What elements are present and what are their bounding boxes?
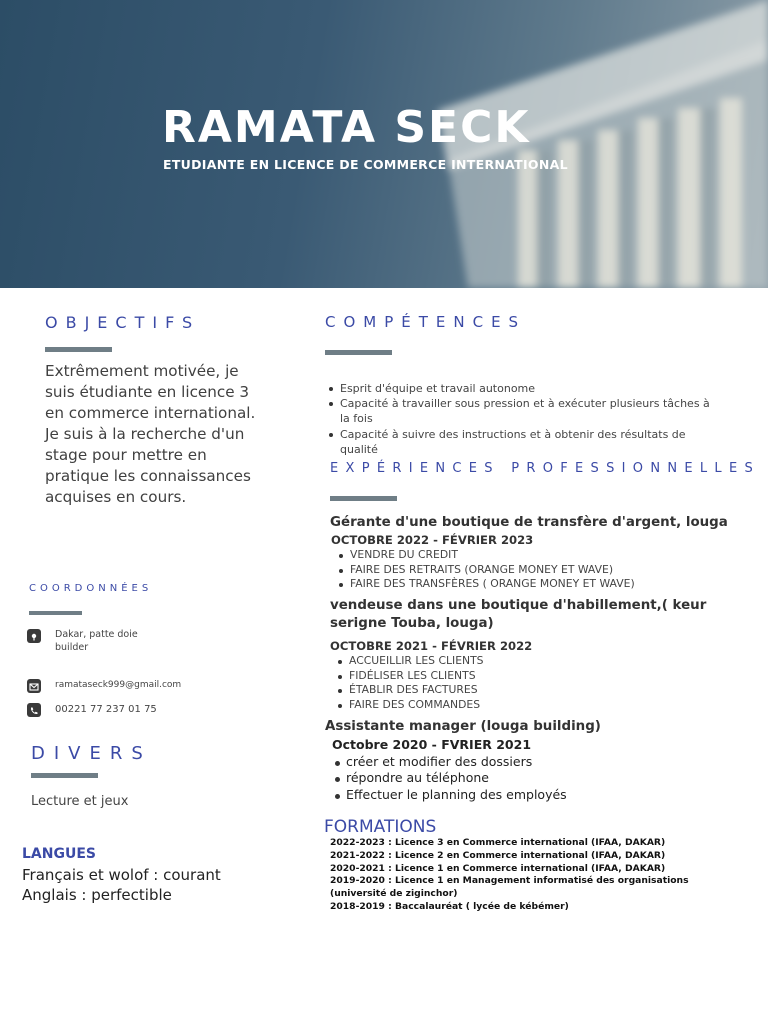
list-item: ÉTABLIR DES FACTURES: [338, 683, 484, 698]
coordonnees-heading: COORDONNÉES: [29, 583, 153, 594]
list-item: 2020-2021 : Licence 1 en Commerce international (IFAA, DAKAR): [330, 862, 666, 874]
objectifs-heading: OBJECTIFS: [45, 313, 201, 332]
langue-line: Français et wolof : courant: [22, 866, 221, 884]
job-title: Gérante d'une boutique de transfère d'argent, louga: [330, 515, 728, 530]
experiences-divider: [330, 496, 397, 501]
email-link[interactable]: ramataseck999@gmail.com: [55, 680, 182, 690]
formations-heading: FORMATIONS: [324, 817, 437, 837]
job-date: Octobre 2020 - FVRIER 2021: [332, 737, 532, 752]
phone-text: 00221 77 237 01 75: [55, 704, 157, 715]
divers-heading: DIVERS: [31, 743, 152, 764]
formations-list: [330, 837, 745, 914]
list-item: FAIRE DES RETRAITS (ORANGE MONEY ET WAVE): [339, 563, 635, 578]
list-item: ACCUEILLIR LES CLIENTS: [338, 654, 484, 669]
list-item: 2018-2019 : Baccalauréat ( lycée de kébémer): [330, 900, 569, 912]
list-item: VENDRE DU CREDIT: [339, 548, 635, 563]
location-pin-icon: [27, 629, 41, 643]
job-title: Assistante manager (louga building): [325, 719, 601, 734]
coordonnees-divider: [29, 611, 82, 615]
competences-list: [329, 381, 719, 457]
langue-line: Anglais : perfectible: [22, 886, 172, 904]
divers-divider: [31, 773, 98, 778]
list-item: Esprit d'équipe et travail autonome: [329, 381, 719, 396]
list-item: Capacité à travailler sous pression et à exécuter plusieurs tâches à la fois: [329, 396, 719, 426]
list-item: créer et modifier des dossiers: [335, 754, 567, 770]
objectifs-text: Extrêmement motivée, je suis étudiante en licence 3 en commerce international. Je suis à la recherche d'un stage pour mettre en pratique les connaissances acquises en cours.: [45, 362, 256, 506]
envelope-icon: [27, 679, 41, 693]
phone-icon: [27, 703, 41, 717]
job-title: vendeuse dans une boutique d'habillement,( keur serigne Touba, louga): [330, 598, 707, 631]
list-item: Capacité à suivre des instructions et à obtenir des résultats de qualité: [329, 427, 719, 457]
list-item: 2019-2020 : Licence 1 en Management informatisé des organisations (université de ziginchor): [330, 875, 689, 900]
list-item: Effectuer le planning des employés: [335, 787, 567, 803]
experiences-heading: EXPÉRIENCES PROFESSIONNELLES: [330, 461, 761, 476]
candidate-name: RAMATA SECK: [162, 102, 531, 153]
competences-divider: [325, 350, 392, 355]
job-date: OCTOBRE 2022 - FÉVRIER 2023: [331, 533, 534, 547]
address-text: Dakar, patte doie builder: [55, 629, 138, 653]
job-tasks: [339, 548, 635, 592]
list-item: 2021-2022 : Licence 2 en Commerce international (IFAA, DAKAR): [330, 849, 666, 861]
list-item: 2022-2023 : Licence 3 en Commerce international (IFAA, DAKAR): [330, 837, 666, 848]
header-banner: [0, 0, 768, 288]
divers-text: Lecture et jeux: [31, 794, 129, 809]
candidate-subtitle: ETUDIANTE EN LICENCE DE COMMERCE INTERNATIONAL: [163, 157, 568, 172]
list-item: répondre au téléphone: [335, 770, 567, 786]
job-tasks: [335, 754, 567, 803]
job-tasks: [338, 654, 484, 713]
list-item: FAIRE DES COMMANDES: [338, 698, 484, 713]
list-item: FAIRE DES TRANSFÈRES ( ORANGE MONEY ET WAVE): [339, 577, 635, 592]
list-item: FIDÉLISER LES CLIENTS: [338, 669, 484, 684]
job-date: OCTOBRE 2021 - FÉVRIER 2022: [330, 639, 533, 653]
objectifs-divider: [45, 347, 112, 352]
langues-heading: LANGUES: [22, 846, 96, 862]
competences-heading: COMPÉTENCES: [325, 313, 527, 331]
